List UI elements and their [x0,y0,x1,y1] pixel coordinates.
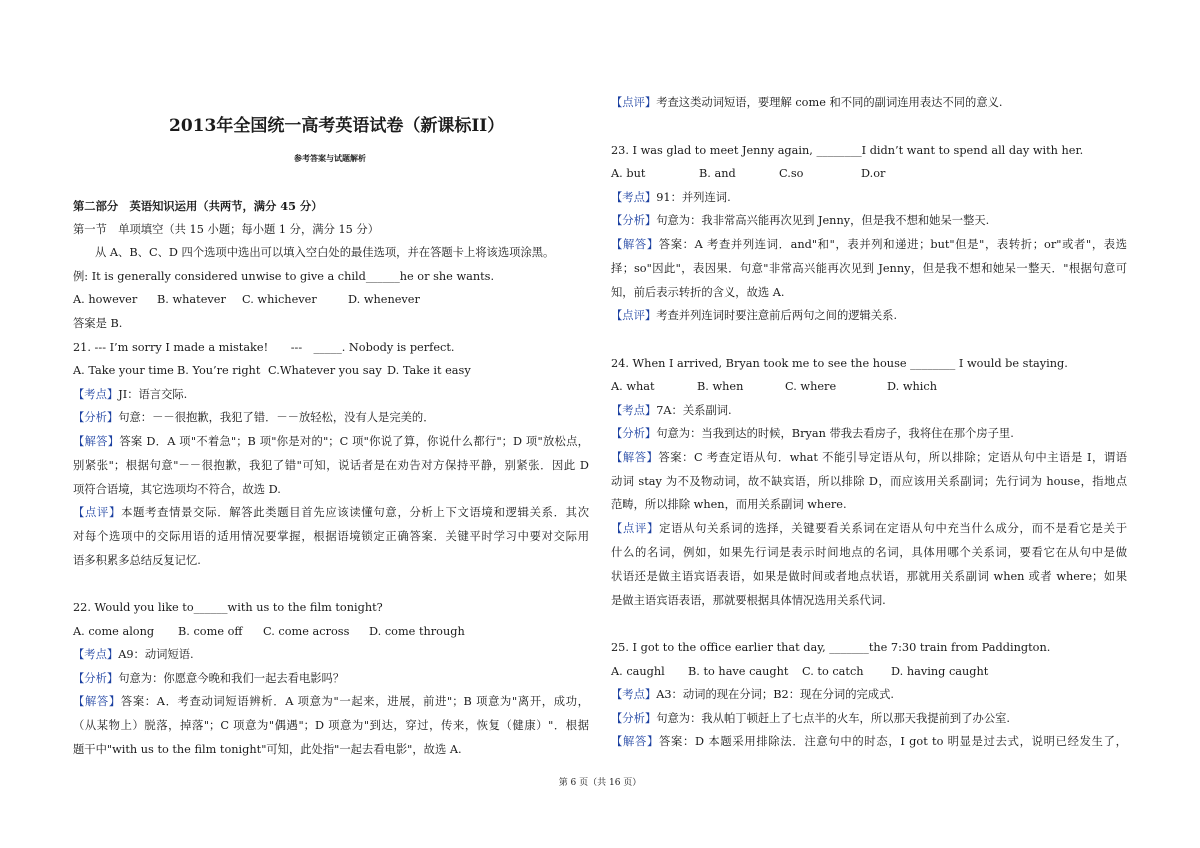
fenxi-tag: 【分析】 [611,214,657,227]
q24-kaodian: 【考点】7A：关系副词. [611,404,732,417]
q23-jieda-line-2: 择；so"因此"，表因果．句意"非常高兴能再次见到 Jenny，但是我不想和她呆一整天．"根据句意可 [611,262,1127,275]
q25-kaodian: 【考点】A3：动词的现在分词；B2：现在分词的完成式. [611,688,894,701]
q23-jieda-line-1: 【解答】答案：A 考查并列连词．and"和"，表并列和递进；but"但是"，表转折；or"或者"，表选 [611,238,1127,251]
q21-jieda-line-3: 项符合语境，其它选项均不符合，故选 D. [73,483,281,496]
fenxi-tag: 【分析】 [73,411,119,424]
q24-jieda-line-2: 动词 stay 为不及物动词，故不缺宾语，所以排除 D，而应该用关系副词；先行词为 house，指地点 [611,475,1127,488]
jieda-tag: 【解答】 [73,435,120,448]
q22-option-b: B. come off [178,625,243,638]
q24-option-d: D. which [887,380,937,393]
fenxi-tag: 【分析】 [611,427,657,440]
q21-dianping-line-2: 对每个选项中的交际用语的适用情况要掌握，根据语境锁定正确答案．关键平时学习中要对交际用 [73,530,589,543]
kaodian-tag: 【考点】 [73,648,119,661]
q22-option-d: D. come through [369,625,465,638]
example-answer: 答案是 B. [73,317,123,330]
q21-option-a: A. Take your time [73,364,174,377]
q21-dianping-line-1: 【点评】本题考查情景交际．解答此类题目首先应该读懂句意，分析上下文语境和逻辑关系．其次 [73,506,589,519]
page-footer: 第 6 页（共 16 页） [558,778,642,788]
q21-kaodian: 【考点】JI：语言交际. [73,388,188,401]
q23-fenxi: 【分析】句意为：我非常高兴能再次见到 Jenny，但是我不想和她呆一整天. [611,214,990,227]
kaodian-tag: 【考点】 [611,688,657,701]
q24-option-c: C. where [785,380,837,393]
q22-options [73,624,465,640]
q24-jieda-line-1: 【解答】答案：C 考查定语从句．what 不能引导定语从句，所以排除；定语从句中主语是 I，谓语 [611,451,1127,464]
q22-jieda-line-2: （从某物上）脱落，掉落"；C 项意为"偶遇"；D 项意为"到达，穿过，传来，恢复（健康）"．根据 [73,719,589,732]
jieda-tag: 【解答】 [611,735,660,748]
q25-option-c: C. to catch [802,665,864,678]
q22-dianping: 【点评】考查这类动词短语，要理解 come 和不同的副词连用表达不同的意义. [611,96,1003,109]
q25-stem: 25. I got to the office earlier that day, _______the 7:30 train from Paddington. [611,641,1051,654]
example-option-c: C. whichever [242,293,317,306]
q21-fenxi: 【分析】句意：－－很抱歉，我犯了错．－－放轻松，没有人是完美的． [73,411,435,424]
q21-jieda-line-1: 【解答】答案 D．A 项"不着急"；B 项"你是对的"；C 项"你说了算，你说什么都行"；D 项"放松点， [73,435,589,448]
fenxi-tag: 【分析】 [611,712,657,725]
q21-dianping-line-3: 语多积累多总结反复记忆. [73,554,201,567]
q23-stem: 23. I was glad to meet Jenny again, ________I didn’t want to spend all day with her. [611,144,1084,157]
q22-jieda-line-1: 【解答】答案：A．考查动词短语辨析．A 项意为"一起来，进展，前进"；B 项意为"离开，成功， [73,695,589,708]
q21-jieda-line-2: 别紧张"；根据句意"－－很抱歉，我犯了错"可知，说话者是在劝告对方保持平静，别紧张．因此 D [73,459,589,472]
q21-stem: 21. --- I’m sorry I made a mistake! --- _____. Nobody is perfect. [73,341,455,354]
q23-option-b: B. and [699,167,736,180]
q24-fenxi: 【分析】句意为：当我到达的时候，Bryan 带我去看房子，我将住在那个房子里. [611,427,1014,440]
example-option-d: D. whenever [348,293,420,306]
q24-dianping-line-2: 什么的名词，例如，如果先行词是表示时间地点的名词，具体用哪个关系词，要看它在从句中是做 [611,546,1127,559]
q22-stem: 22. Would you like to______with us to the film tonight? [73,601,383,614]
q25-option-a: A. caughl [611,665,665,678]
q22-fenxi: 【分析】句意为：你愿意今晚和我们一起去看电影吗？ [73,672,345,685]
example-option-b: B. whatever [157,293,226,306]
example-options [73,292,420,308]
fenxi-tag: 【分析】 [73,672,119,685]
dianping-tag: 【点评】 [611,522,660,535]
q25-option-b: B. to have caught [688,665,789,678]
sub-section-heading: 第一节 单项填空（共 15 小题；每小题 1 分，满分 15 分） [73,223,380,236]
kaodian-tag: 【考点】 [73,388,119,401]
q23-options [611,166,885,182]
q21-option-b: B. You’re right [177,364,261,377]
example-question: 例: It is generally considered unwise to give a child______he or she wants. [73,270,495,283]
dianping-tag: 【点评】 [73,506,122,519]
dianping-tag: 【点评】 [611,96,657,109]
dianping-tag: 【点评】 [611,309,657,322]
q21-option-c: C.Whatever you say [268,364,382,377]
example-option-a: A. however [73,293,138,306]
q25-options [611,664,988,680]
q23-dianping: 【点评】考查并列连词时要注意前后两句之间的逻辑关系. [611,309,898,322]
q22-option-c: C. come across [263,625,350,638]
q23-option-c: C.so [779,167,804,180]
jieda-tag: 【解答】 [611,451,659,464]
instruction-text: 从 A、B、C、D 四个选项中选出可以填入空白处的最佳选项，并在答题卡上将该选项涂黑。 [95,246,555,259]
q24-options [611,379,937,395]
q24-stem: 24. When I arrived, Bryan took me to see the house ________ I would be staying. [611,357,1068,370]
q25-jieda-line-1: 【解答】答案：D 本题采用排除法．注意句中的时态，I got to 明显是过去式，说明已经发生了， [611,735,1127,748]
jieda-tag: 【解答】 [73,695,121,708]
q21-option-d: D. Take it easy [387,364,471,377]
q23-jieda-line-3: 知，前后表示转折的含义，故选 A. [611,286,785,299]
q24-option-b: B. when [697,380,744,393]
q24-jieda-line-3: 范畴，所以排除 when，而用关系副词 where. [611,498,847,511]
q25-fenxi: 【分析】句意为：我从帕丁顿赶上了七点半的火车，所以那天我提前到了办公室. [611,712,1011,725]
q23-option-a: A. but [611,167,646,180]
q22-jieda-line-3: 题干中"with us to the film tonight"可知，此处指"一起去看电影"，故选 A. [73,743,462,756]
q24-option-a: A. what [611,380,655,393]
kaodian-tag: 【考点】 [611,191,657,204]
q21-options [73,363,471,379]
doc-subtitle: 参考答案与试题解析 [294,153,366,163]
doc-title: 2013年全国统一高考英语试卷（新课标II） [169,116,505,136]
q23-option-d: D.or [861,167,886,180]
section-heading: 第二部分 英语知识运用（共两节，满分 45 分） [73,199,323,213]
q22-option-a: A. come along [73,625,155,638]
q24-dianping-line-4: 是做主语宾语表语，那就要根据具体情况选用关系代词. [611,594,886,607]
q23-kaodian: 【考点】91：并列连词. [611,191,731,204]
kaodian-tag: 【考点】 [611,404,657,417]
q25-option-d: D. having caught [891,665,989,678]
q24-dianping-line-3: 状语还是做主语宾语表语，如果是做时间或者地点状语，那就用关系副词 when 或者 where；如果 [611,570,1127,583]
q22-kaodian: 【考点】A9：动词短语. [73,648,194,661]
jieda-tag: 【解答】 [611,238,659,251]
q24-dianping-line-1: 【点评】定语从句关系词的选择，关键要看关系词在定语从句中充当什么成分，而不是看它是关于 [611,522,1127,535]
